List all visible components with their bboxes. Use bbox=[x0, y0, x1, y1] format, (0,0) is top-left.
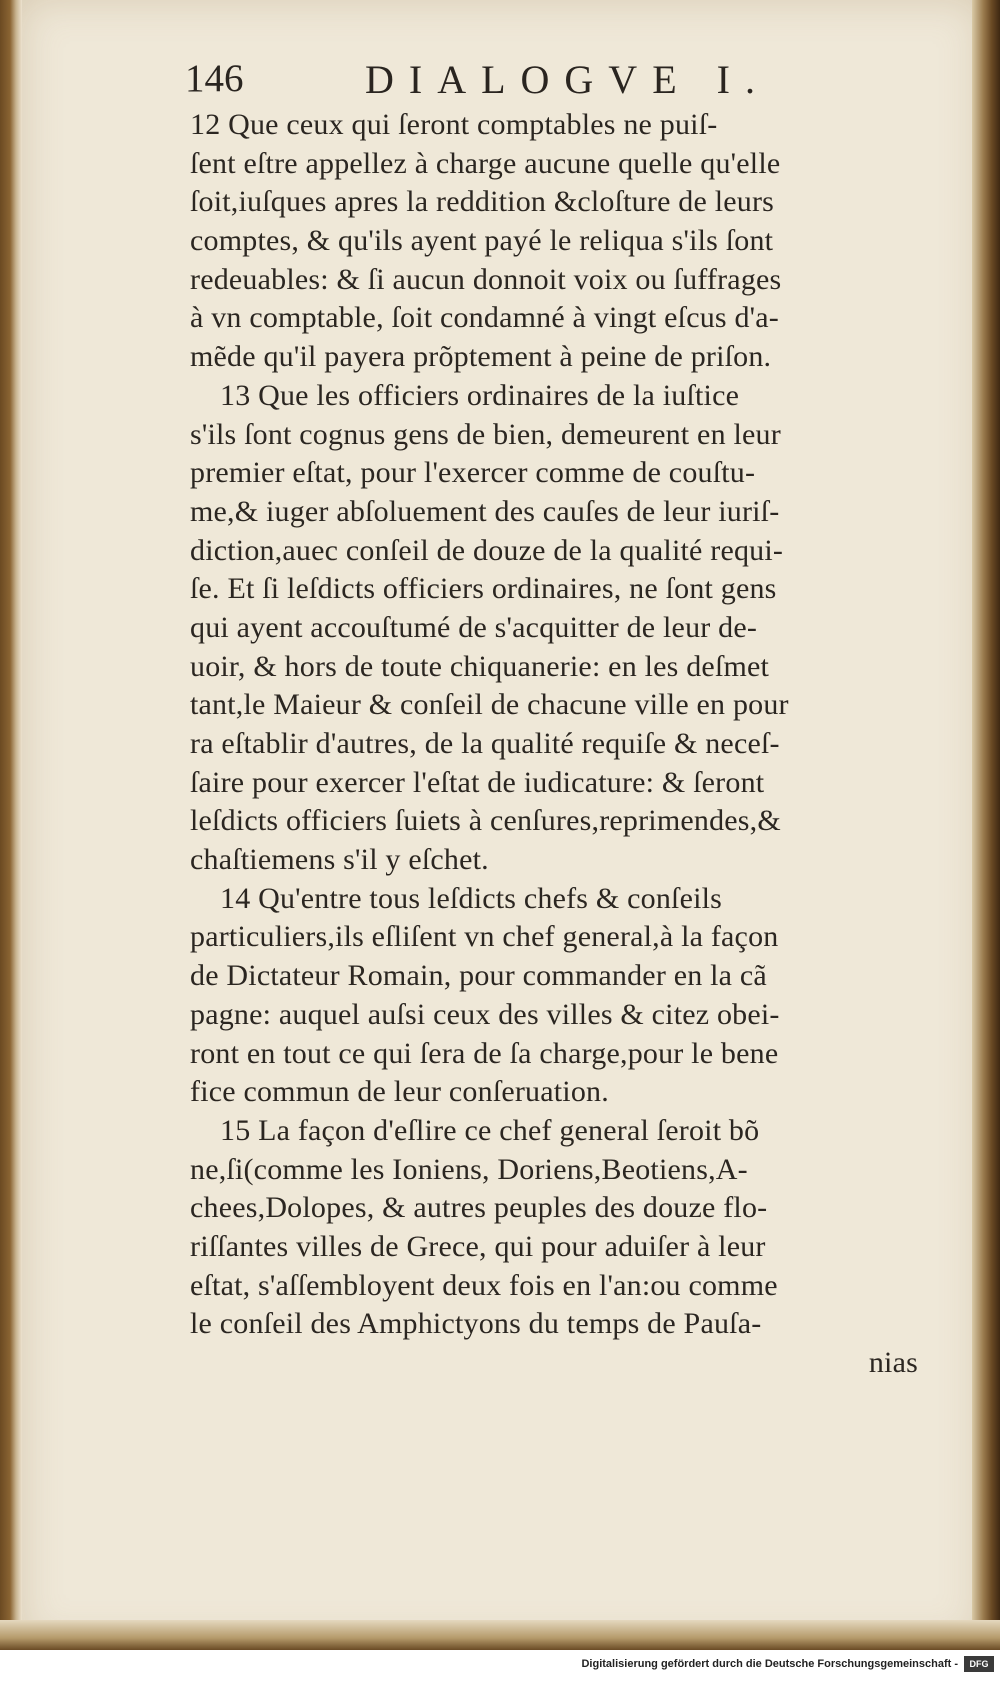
text-line: à vn comptable, ſoit condamné à vingt eſcus d'a- bbox=[190, 301, 779, 335]
text-line: premier eſtat, pour l'exercer comme de couſtu- bbox=[190, 456, 756, 490]
text-line: pagne: auquel auſsi ceux des villes & citez obei- bbox=[190, 997, 780, 1031]
text-line: tant,le Maieur & conſeil de chacune ville en pour bbox=[190, 688, 789, 722]
text-line: fice commun de leur conſeruation. bbox=[190, 1075, 609, 1109]
text-line: de Dictateur Romain, pour commander en la cã bbox=[190, 959, 767, 993]
page-edge-bottom bbox=[0, 1620, 1000, 1650]
text-line: 15 La façon d'eſlire ce chef general ſeroit bõ bbox=[220, 1113, 760, 1147]
text-line: qui ayent accouſtumé de s'acquitter de leur de- bbox=[190, 610, 758, 644]
text-line: particuliers,ils eſliſent vn chef general,à la façon bbox=[190, 920, 779, 954]
text-line: ſent eſtre appellez à charge aucune quelle qu'elle bbox=[190, 146, 781, 180]
text-line: ſe. Et ſi leſdicts officiers ordinaires, ne ſont gens bbox=[190, 572, 777, 606]
text-line: chaſtiemens s'il y eſchet. bbox=[190, 843, 489, 877]
text-line: eſtat, s'aſſembloyent deux fois en l'an:ou comme bbox=[190, 1268, 778, 1302]
text-line: leſdicts officiers ſuiets à cenſures,reprimendes,& bbox=[190, 804, 781, 838]
text-line: 14 Qu'entre tous leſdicts chefs & conſeils bbox=[220, 881, 723, 915]
dfg-logo: DFG bbox=[964, 1656, 994, 1672]
text-line: ne,ſi(comme les Ioniens, Doriens,Beotiens,A- bbox=[190, 1152, 748, 1186]
text-line: 12 Que ceux qui ſeront comptables ne puiſ- bbox=[190, 108, 718, 141]
text-line: diction,auec conſeil de douze de la qualité requi- bbox=[190, 533, 784, 567]
text-line: s'ils ſont cognus gens de bien, demeurent en leur bbox=[190, 417, 781, 451]
text-line: riſſantes villes de Grece, qui pour aduiſer à leur bbox=[190, 1229, 766, 1263]
body-text bbox=[190, 106, 930, 1383]
text-line: mẽde qu'il payera prõptement à peine de priſon. bbox=[190, 340, 772, 374]
catchword: nias bbox=[868, 1346, 918, 1379]
text-line: chees,Dolopes, & autres peuples des douze flo- bbox=[190, 1191, 768, 1225]
text-line: ront en tout ce qui ſera de ſa charge,pour le bene bbox=[190, 1036, 779, 1070]
text-line: comptes, & qu'ils ayent payé le reliqua s'ils ſont bbox=[190, 224, 774, 258]
text-line: ra eſtablir d'autres, de la qualité requiſe & neceſ- bbox=[190, 727, 780, 760]
text-line: 13 Que les officiers ordinaires de la iuſtice bbox=[220, 378, 740, 412]
text-line: le conſeil des Amphictyons du temps de Pauſa- bbox=[190, 1307, 762, 1341]
text-line: uoir, & hors de toute chiquanerie: en les deſmet bbox=[190, 649, 770, 683]
text-line: ſaire pour exercer l'eſtat de iudicature: & ſeront bbox=[190, 765, 765, 799]
page-number: 146 bbox=[185, 57, 244, 100]
page-edge-right bbox=[972, 0, 1000, 1650]
text-line: me,& iuger abſoluement des cauſes de leur iuriſ- bbox=[190, 494, 780, 528]
running-head bbox=[185, 56, 905, 108]
text-line: redeuables: & ſi aucun donnoit voix ou ſuffrages bbox=[190, 262, 782, 296]
digitization-footer bbox=[0, 1650, 1000, 1681]
running-head-title: DIALOGVE I. bbox=[365, 57, 770, 102]
text-line: ſoit,iuſques apres la reddition &cloſture de leurs bbox=[190, 185, 775, 219]
footer-credit: Digitalisierung gefördert durch die Deutsche Forschungsgemeinschaft - bbox=[581, 1658, 958, 1670]
